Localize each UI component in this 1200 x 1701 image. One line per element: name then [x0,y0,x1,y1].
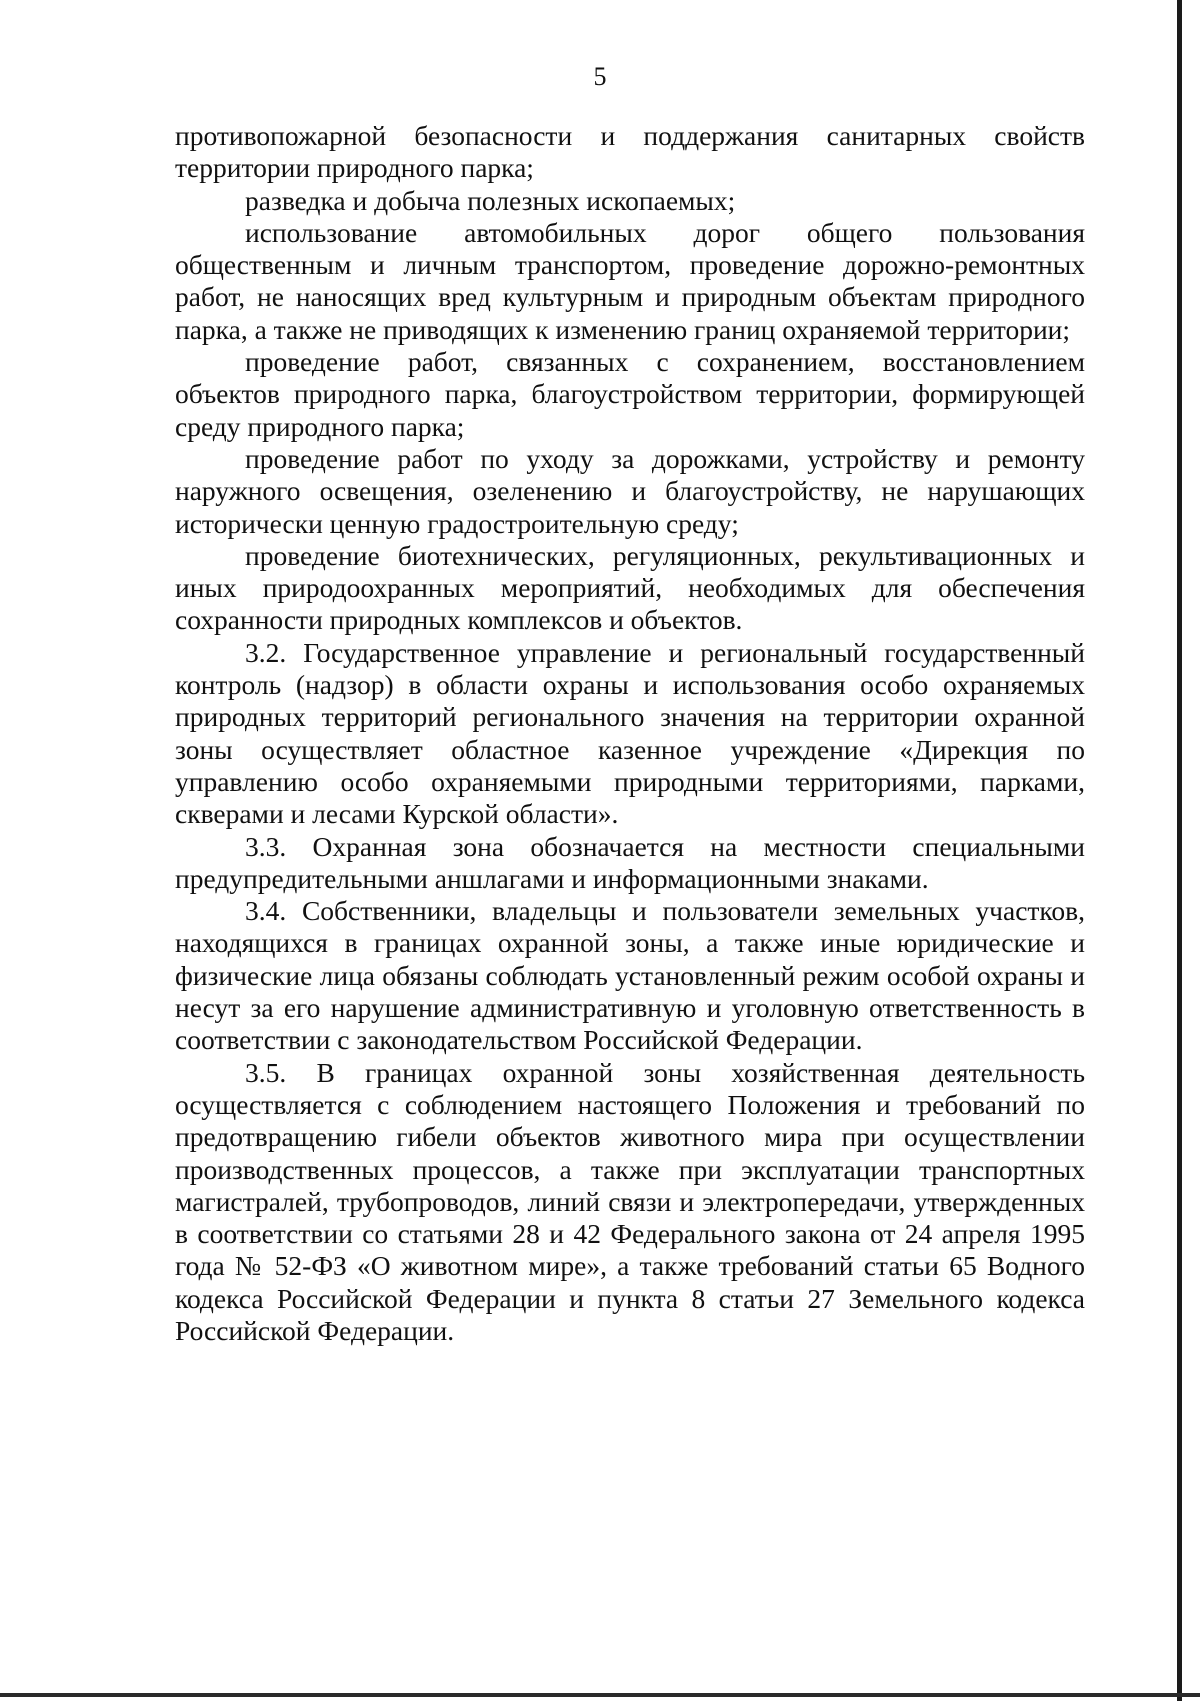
list-item-preservation-works: проведение работ, связанных с сохранением, восстановлением объектов природного парка, благоустройством территории, формирующей среду природного парка; [175,346,1085,442]
scan-edge-bottom [0,1693,1200,1697]
list-item-mineral-exploration: разведка и добыча полезных ископаемых; [245,184,736,216]
list-item-path-maintenance: проведение работ по уходу за дорожками, устройству и ремонту наружного освещения, озеленению и благоустройству, не нарушающих исторически ценную градостроительную среду; [175,442,1085,539]
clause-3-3: 3.3. Охранная зона обозначается на местности специальными предупредительными аншлагами и информационными знаками. [175,830,1085,894]
list-item-biotechnical-measures: проведение биотехнических, регуляционных, рекультивационных и иных природоохранных мероприятий, необходимых для обеспечения сохранности природных комплексов и объектов. [175,539,1085,636]
page-number: 5 [593,62,607,91]
paragraph-continuation: противопожарной безопасности и поддержания санитарных свойств территории природного парка; [175,120,1085,184]
scan-edge-right [1177,0,1182,1701]
clause-3-4: 3.4. Собственники, владельцы и пользователи земельных участков, находящихся в границах охранной зоны, а также иные юридические и физические лица обязаны соблюдать установленный режим особой охраны и несут за его нарушение административную и уголовную ответственность в соответствии с законодательством Российской Федерации. [175,895,1085,1056]
body-text [175,120,1085,1347]
clause-3-2: 3.2. Государственное управление и региональный государственный контроль (надзор) в области охраны и использования особо охраняемых природных территорий регионального значения на территории охранной зоны осуществляет областное казенное учреждение «Дирекция по управлению особо охраняемыми природными территориями, парками, скверами и лесами Курской области». [175,636,1085,830]
clause-3-5: 3.5. В границах охранной зоны хозяйственная деятельность осуществляется с соблюдением настоящего Положения и требований по предотвращению гибели объектов животного мира при осуществлении производственных процессов, а также при эксплуатации транспортных магистралей, трубопроводов, линий связи и электропередачи, утвержденных в соответствии со статьями 28 и 42 Федерального закона от 24 апреля 1995 года № 52-ФЗ «О животном мире», а также требований статьи 65 Водного кодекса Российской Федерации и пункта 8 статьи 27 Земельного кодекса Российской Федерации. [175,1056,1085,1346]
list-item-road-use: использование автомобильных дорог общего пользования общественным и личным транспортом, проведение дорожно-ремонтных работ, не наносящих вред культурным и природным объектам природного парка, а также не приводящих к изменению границ охраняемой территории; [175,216,1085,345]
